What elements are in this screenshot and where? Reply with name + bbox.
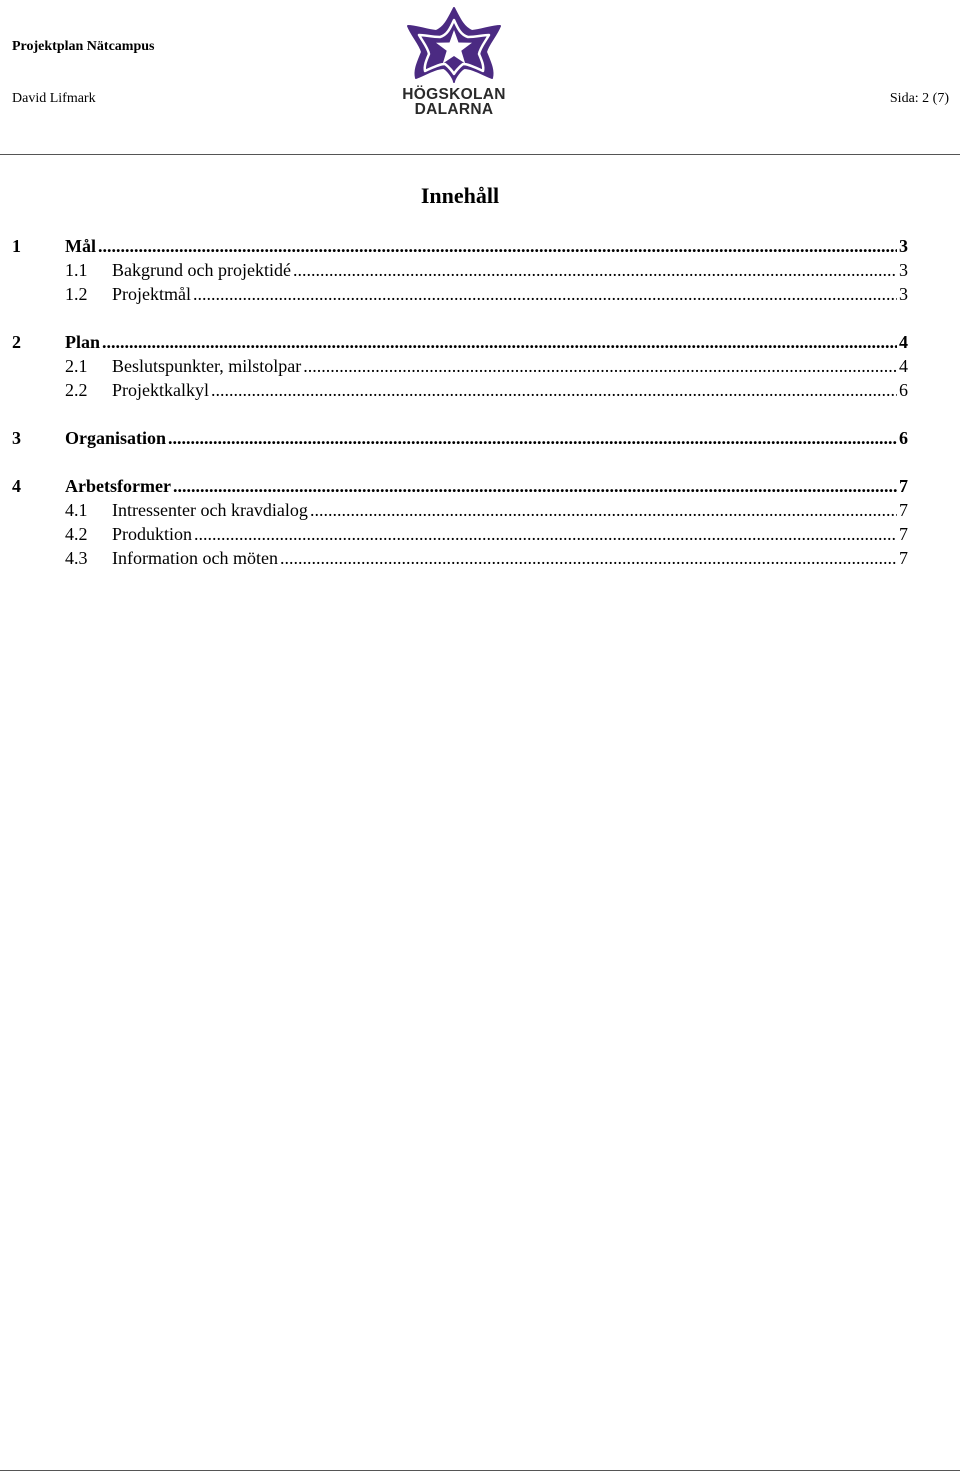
dot-leader: [168, 426, 897, 450]
toc-entry-page: 4: [899, 356, 908, 376]
toc-entry[interactable]: [12, 498, 908, 522]
dot-leader: [303, 354, 897, 378]
toc-entry[interactable]: [12, 330, 908, 354]
toc-entry-number: 1.1: [65, 260, 88, 280]
toc-entry-number: 1: [12, 236, 21, 256]
toc-entry-label: Plan: [65, 332, 101, 352]
dot-leader: [280, 546, 897, 570]
toc-entry-label: Projektkalkyl: [112, 380, 209, 400]
toc-entry-page: 3: [899, 284, 908, 304]
toc-entry-label: Information och möten: [112, 548, 278, 568]
toc-entry-number: 1.2: [65, 284, 88, 304]
toc-entry-label: Organisation: [65, 428, 167, 448]
header-divider: [0, 154, 960, 155]
toc-heading: Innehåll: [420, 183, 500, 208]
toc-entry-page: 6: [899, 428, 908, 448]
page-number: Sida: 2 (7): [889, 91, 949, 106]
toc-entry-page: 4: [899, 332, 908, 352]
dot-leader: [193, 282, 897, 306]
table-of-contents: [12, 234, 908, 570]
toc-entry-number: 4.2: [65, 524, 88, 544]
toc-entry-label: Produktion: [112, 524, 193, 544]
toc-entry[interactable]: [12, 282, 908, 306]
star-flower-icon: [396, 4, 512, 84]
dot-leader: [293, 258, 897, 282]
toc-entry-page: 7: [899, 548, 908, 568]
dot-leader: [211, 378, 897, 402]
toc-entry-number: 4.3: [65, 548, 88, 568]
toc-entry-label: Mål: [65, 236, 96, 256]
toc-entry[interactable]: [12, 474, 908, 498]
toc-entry-label: Intressenter och kravdialog: [112, 500, 308, 520]
university-logo: [396, 4, 512, 120]
toc-entry-page: 3: [899, 260, 908, 280]
toc-entry[interactable]: [12, 546, 908, 570]
toc-entry-page: 6: [899, 380, 908, 400]
toc-entry-label: Arbetsformer: [65, 476, 171, 496]
toc-entry-label: Projektmål: [112, 284, 191, 304]
toc-entry-number: 2: [12, 332, 21, 352]
toc-entry[interactable]: [12, 234, 908, 258]
toc-entry[interactable]: [12, 426, 908, 450]
toc-entry-label: Beslutspunkter, milstolpar: [112, 356, 302, 376]
dot-leader: [102, 330, 897, 354]
toc-entry-label: Bakgrund och projektidé: [112, 260, 291, 280]
dot-leader: [310, 498, 897, 522]
logo-text-line1: HÖGSKOLAN: [402, 86, 506, 103]
toc-entry[interactable]: [12, 258, 908, 282]
toc-entry[interactable]: [12, 354, 908, 378]
dot-leader: [194, 522, 897, 546]
toc-entry[interactable]: [12, 378, 908, 402]
toc-entry-page: 7: [899, 476, 908, 496]
toc-entry[interactable]: [12, 522, 908, 546]
dot-leader: [98, 234, 897, 258]
toc-entry-number: 4.1: [65, 500, 88, 520]
document-title: Projektplan Nätcampus: [12, 39, 155, 54]
logo-text-line2: DALARNA: [414, 101, 494, 118]
toc-entry-page: 7: [899, 524, 908, 544]
toc-entry-number: 4: [12, 476, 21, 496]
toc-entry-number: 2.2: [65, 380, 88, 400]
dot-leader: [173, 474, 897, 498]
toc-entry-number: 2.1: [65, 356, 88, 376]
author-name: David Lifmark: [12, 91, 96, 106]
toc-entry-page: 7: [899, 500, 908, 520]
footer-divider: [0, 1470, 960, 1471]
toc-entry-page: 3: [899, 236, 908, 256]
toc-entry-number: 3: [12, 428, 21, 448]
